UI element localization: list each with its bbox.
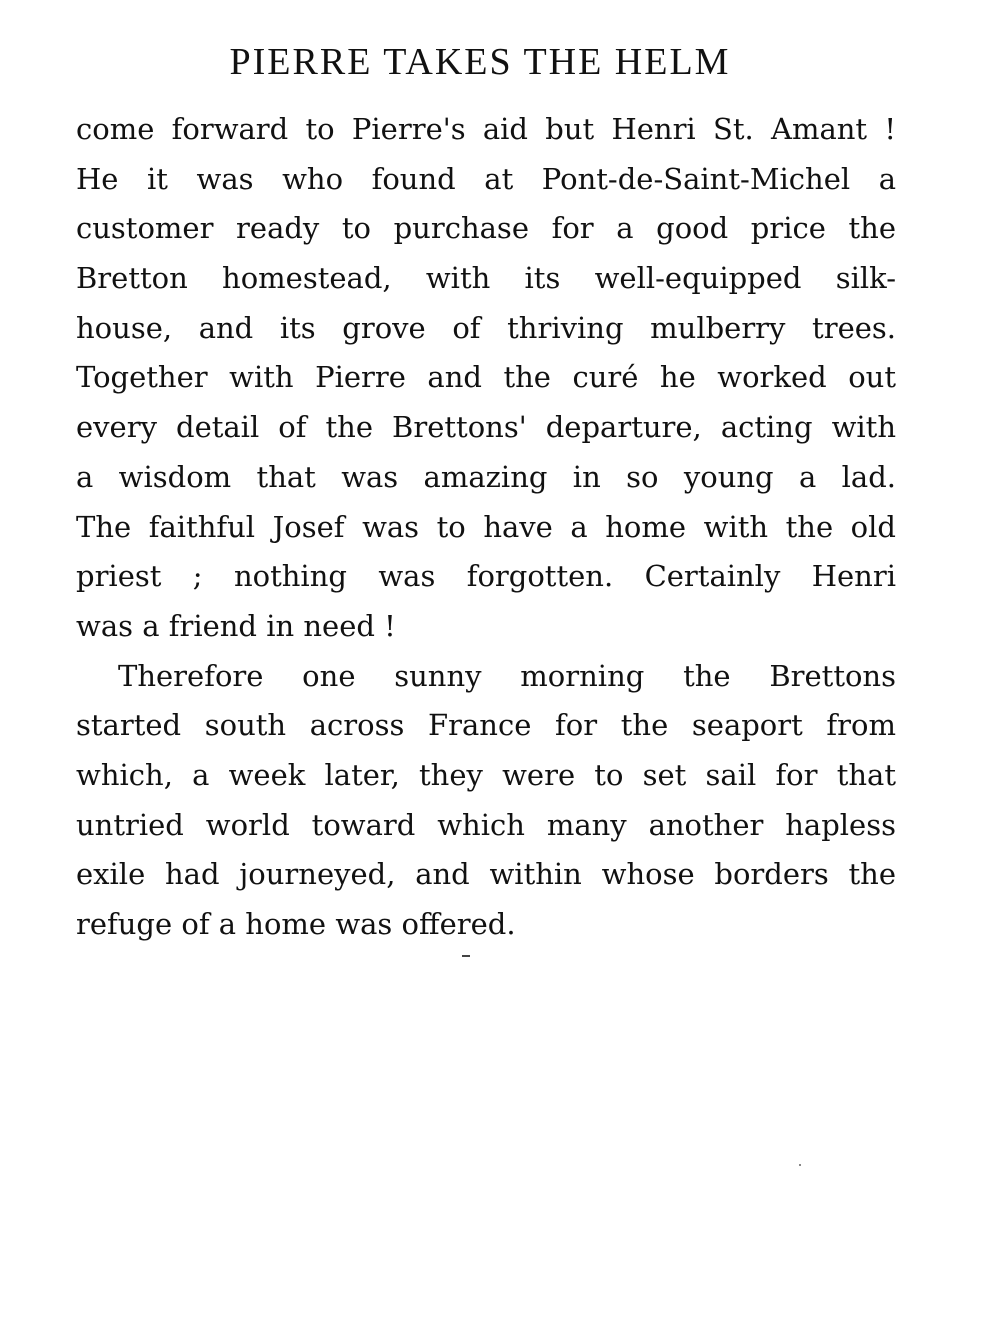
text-line: every detail of the Brettons' departure, acting with xyxy=(76,410,896,445)
text-line: priest ; nothing was forgotten. Certainly Henri xyxy=(76,559,896,594)
body-text xyxy=(76,105,896,950)
text-line: exile had journeyed, and within whose borders the xyxy=(76,857,896,892)
text-line: started south across France for the seaport from xyxy=(76,708,896,743)
text-line: which, a week later, they were to set sail for that xyxy=(76,757,896,792)
text-line: was a friend in need ! xyxy=(76,608,396,643)
text-line: Bretton homestead, with its well-equipped silk- xyxy=(76,261,896,296)
text-line: house, and its grove of thriving mulberry trees. xyxy=(76,310,896,345)
print-speck xyxy=(799,1164,801,1166)
print-mark xyxy=(462,955,470,957)
running-head-title: PIERRE TAKES THE HELM xyxy=(229,41,731,83)
text-line: refuge of a home was offered. xyxy=(76,907,516,941)
text-line: The faithful Josef was to have a home with the old xyxy=(76,509,896,544)
text-line: untried world toward which many another hapless xyxy=(76,807,896,842)
paragraph xyxy=(76,652,896,950)
text-line: customer ready to purchase for a good price the xyxy=(76,211,896,246)
text-line: Together with Pierre and the curé he worked out xyxy=(76,360,896,395)
text-line: He it was who found at Pont-de-Saint-Michel a xyxy=(76,161,896,196)
text-line: a wisdom that was amazing in so young a lad. xyxy=(76,459,896,494)
text-line: come forward to Pierre's aid but Henri St. Amant ! xyxy=(76,112,896,146)
text-line: Therefore one sunny morning the Brettons xyxy=(118,658,896,693)
paragraph xyxy=(76,105,896,652)
